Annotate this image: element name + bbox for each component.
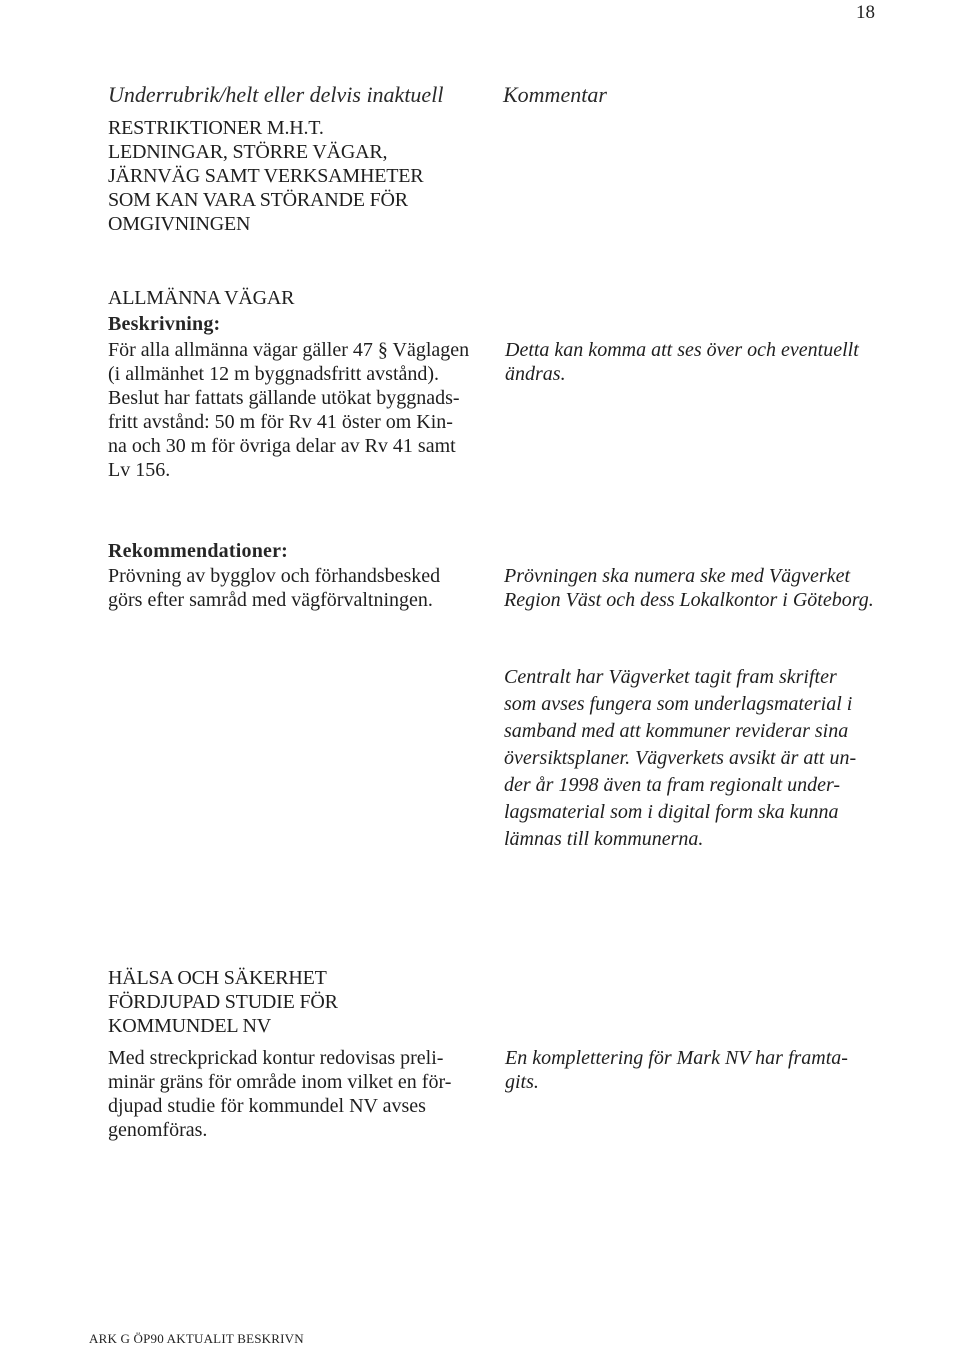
heading-line: SOM KAN VARA STÖRANDE FÖR	[108, 189, 408, 211]
beskrivning-comment	[505, 338, 895, 386]
comment-line: Region Väst och dess Lokalkontor i Göteborg.	[504, 589, 874, 611]
section-heading-halsa	[108, 966, 508, 1038]
text-line: djupad studie för kommundel NV avses	[108, 1095, 426, 1117]
halsa-comment	[505, 1046, 895, 1094]
text-line: genomföras.	[108, 1119, 208, 1141]
heading-line: RESTRIKTIONER M.H.T.	[108, 117, 324, 139]
heading-line: LEDNINGAR, STÖRRE VÄGAR,	[108, 141, 388, 163]
text-line: För alla allmänna vägar gäller 47 § Väglagen	[108, 339, 470, 361]
rekommendationer-text	[108, 564, 498, 612]
centralt-comment	[504, 664, 884, 853]
text-line: Med streckprickad kontur redovisas preli-	[108, 1047, 444, 1069]
heading-line: KOMMUNDEL NV	[108, 1015, 271, 1037]
comment-line: översiktsplaner. Vägverkets avsikt är att un-	[504, 747, 857, 769]
text-line: (i allmänhet 12 m byggnadsfritt avstånd).	[108, 363, 440, 385]
text-line: Lv 156.	[108, 459, 171, 481]
page-number: 18	[856, 2, 875, 23]
text-line: görs efter samråd med vägförvaltningen.	[108, 589, 433, 611]
comment-line: lagsmaterial som i digital form ska kunna	[504, 801, 839, 823]
comment-line: En komplettering för Mark NV har framta-	[505, 1047, 848, 1069]
heading-line: JÄRNVÄG SAMT VERKSAMHETER	[108, 165, 424, 187]
column-header-subheading: Underrubrik/helt eller delvis inaktuell	[108, 82, 444, 107]
comment-line: samband med att kommuner reviderar sina	[504, 720, 849, 742]
column-header-comment: Kommentar	[503, 82, 607, 107]
comment-line: Detta kan komma att ses över och eventuellt	[505, 339, 859, 361]
halsa-text	[108, 1046, 508, 1142]
rekommendationer-comment	[504, 564, 904, 612]
comment-line: der år 1998 även ta fram regionalt under-	[504, 774, 841, 796]
text-line: Prövning av bygglov och förhandsbesked	[108, 565, 441, 587]
comment-line: gits.	[505, 1071, 539, 1093]
footer-text: ARK G ÖP90 AKTUALIT BESKRIVN	[89, 1331, 304, 1346]
heading-line: FÖRDJUPAD STUDIE FÖR	[108, 991, 338, 1013]
comment-line: som avses fungera som underlagsmaterial i	[504, 693, 853, 715]
rekommendationer-label: Rekommendationer:	[108, 540, 289, 562]
beskrivning-text	[108, 338, 508, 482]
section-heading-restrictions	[108, 116, 508, 236]
subheading-allmanna-vagar: ALLMÄNNA VÄGAR	[108, 287, 295, 309]
comment-line: Prövningen ska numera ske med Vägverket	[504, 565, 850, 587]
text-line: fritt avstånd: 50 m för Rv 41 öster om Kin-	[108, 411, 453, 433]
text-line: Beslut har fattats gällande utökat byggnads-	[108, 387, 460, 409]
text-line: na och 30 m för övriga delar av Rv 41 samt	[108, 435, 456, 457]
beskrivning-label: Beskrivning:	[108, 313, 221, 335]
text-line: minär gräns för område inom vilket en för-	[108, 1071, 452, 1093]
comment-line: Centralt har Vägverket tagit fram skrifter	[504, 666, 837, 688]
heading-line: HÄLSA OCH SÄKERHET	[108, 967, 327, 989]
heading-line: OMGIVNINGEN	[108, 213, 251, 235]
comment-line: lämnas till kommunerna.	[504, 828, 704, 850]
comment-line: ändras.	[505, 363, 566, 385]
